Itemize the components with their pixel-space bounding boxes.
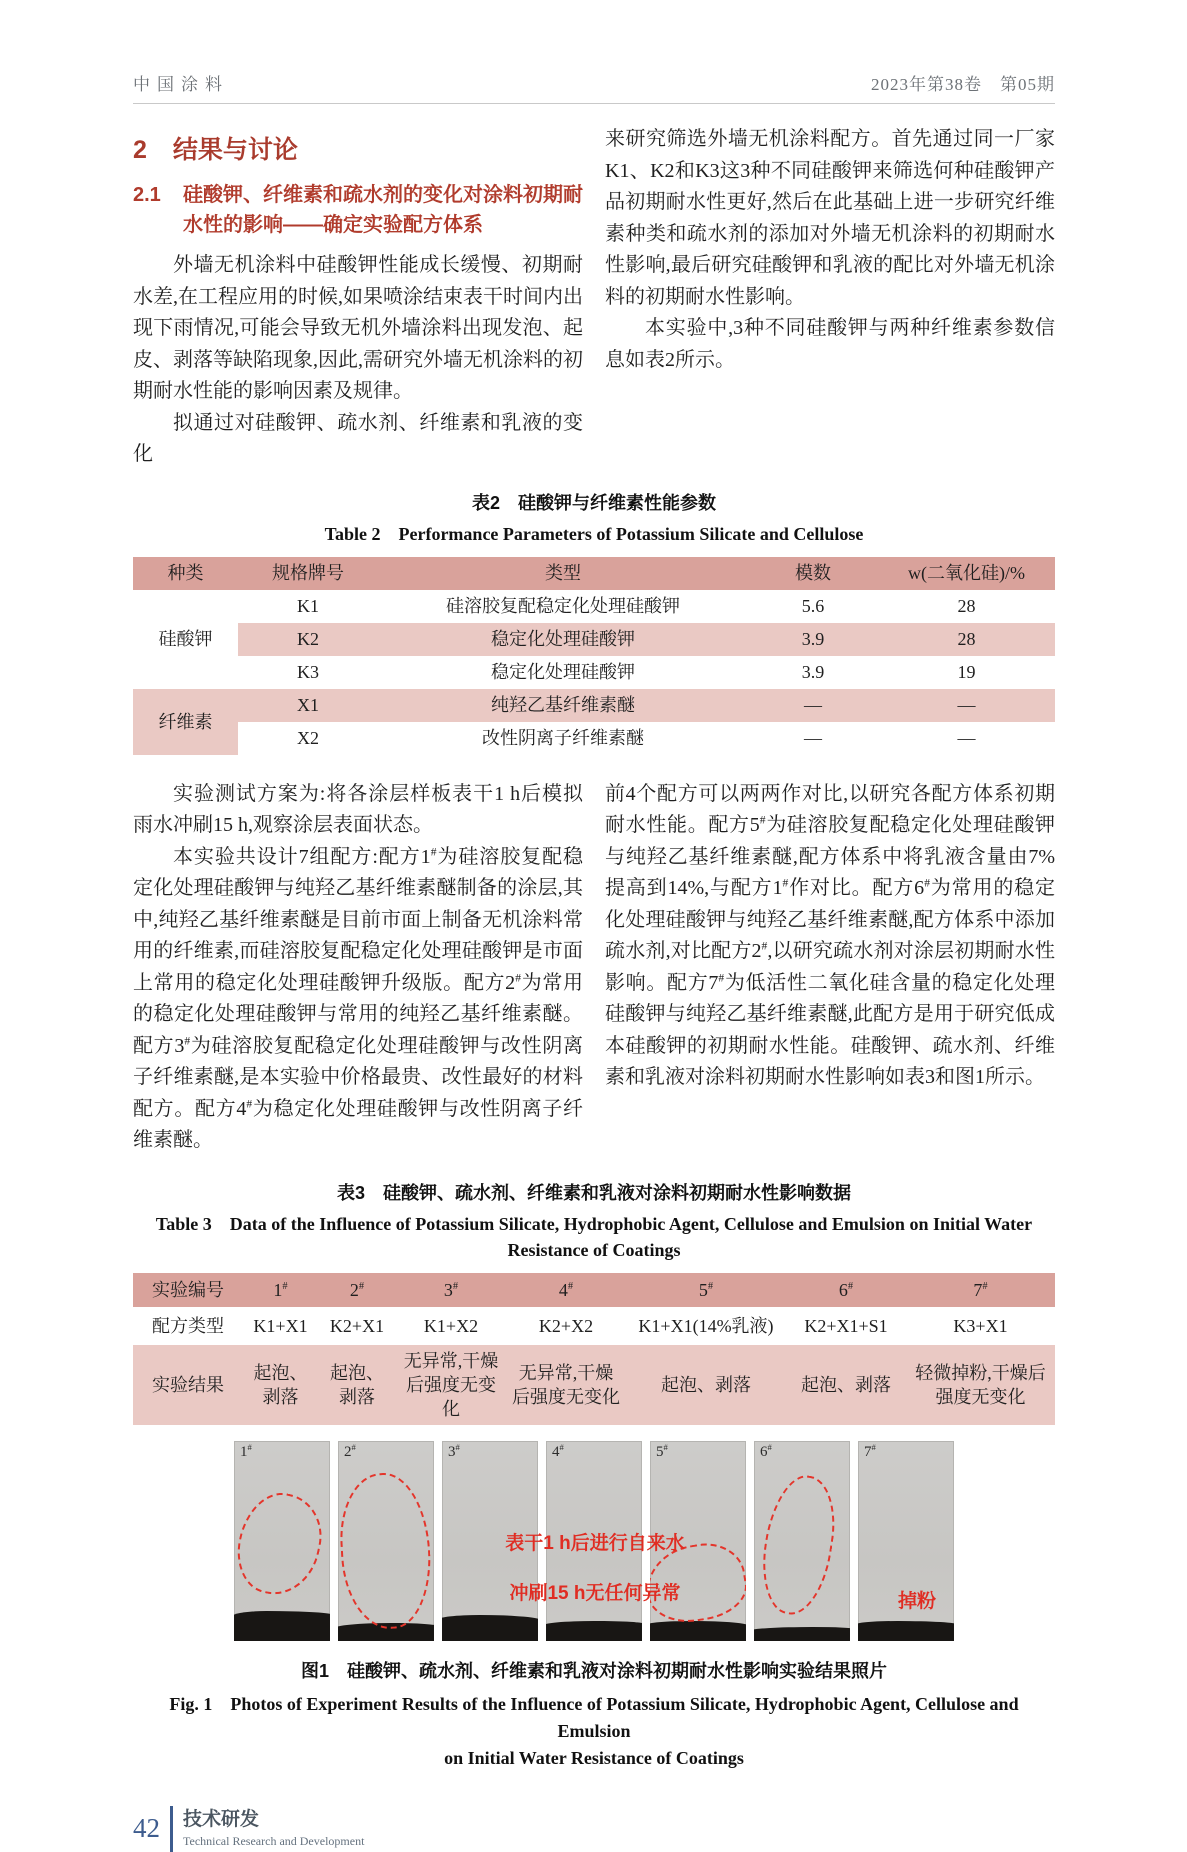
table-row	[133, 689, 1055, 722]
table-cell: 无异常,干燥后强度无变化	[396, 1345, 506, 1425]
table-cell: 3.9	[748, 623, 878, 656]
table-cell: 4#	[506, 1273, 626, 1307]
table-row	[133, 623, 1055, 656]
table-cell: K2+X1+S1	[786, 1307, 906, 1345]
right-column-2	[605, 779, 1055, 1157]
panel-dark-base	[650, 1621, 746, 1641]
table-row	[133, 590, 1055, 623]
table-cell: 5.6	[801, 596, 825, 616]
panel-dark-base	[754, 1627, 850, 1641]
table2-header-row	[133, 557, 1055, 590]
paragraph: 本实验共设计7组配方:配方1#为硅溶胶复配稳定化处理硅酸钾与纯羟乙基纤维素醚制备的涂层,其中,纯羟乙基纤维素醚是目前市面上制备无机涂料常用的纤维素,而硅溶胶复配稳定化处理硅酸钾是市面上常用的稳定化处理硅酸钾升级版。配方2#为常用的稳定化处理硅酸钾与常用的纯羟乙基纤维素醚。配方3#为硅溶胶复配稳定化处理硅酸钾与改性阴离子纤维素醚,是本实验中价格最贵、改性最好的材料配方。配方4#为稳定化处理硅酸钾与改性阴离子纤维素醚。	[133, 844, 584, 1151]
table3-rowlabel: 配方类型	[133, 1307, 243, 1345]
table3-title-cn: 表3 硅酸钾、疏水剂、纤维素和乳液对涂料初期耐水性影响数据	[336, 1182, 851, 1203]
table3	[133, 1273, 1055, 1425]
table-cell: 起泡、剥落	[786, 1345, 906, 1425]
figure1-photo-strip	[234, 1441, 954, 1641]
table-cell: K1+X1(14%乳液)	[626, 1307, 786, 1345]
table-cell: 28	[957, 596, 976, 616]
figure1-caption-en	[133, 1691, 1055, 1772]
panel-dark-base	[858, 1621, 954, 1641]
figure1-sample-photo-6	[754, 1441, 850, 1641]
left-column-1	[133, 124, 583, 471]
figure1-sample-photo-2	[338, 1441, 434, 1641]
table3-result-row	[133, 1345, 1055, 1425]
table2-group-silicate: 硅酸钾	[158, 629, 213, 649]
table-cell: K1	[297, 596, 319, 616]
table-cell: 稳定化处理硅酸钾	[378, 623, 748, 656]
page-number: 42	[133, 1813, 160, 1843]
running-head	[133, 70, 1055, 104]
table3-title-en	[133, 1211, 1055, 1263]
table-cell: 2#	[318, 1273, 396, 1307]
table-cell: 5#	[626, 1273, 786, 1307]
subsection-number: 2.1	[133, 184, 161, 206]
figure1-caption-cn: 图1 硅酸钾、疏水剂、纤维素和乳液对涂料初期耐水性影响实验结果照片	[300, 1660, 887, 1681]
paragraph: 来研究筛选外墙无机涂料配方。首先通过同一厂家K1、K2和K3这3种不同硅酸钾来筛选何种硅酸钾产品初期耐水性更好,然后在此基础上进一步研究纤维素种类和疏水剂的添加对外墙无机涂料的初期耐水性影响,最后研究硅酸钾和乳液的配比对外墙无机涂料的初期耐水性影响。	[605, 128, 1055, 308]
panel-label: 5#	[656, 1441, 668, 1460]
table-cell: 7#	[906, 1273, 1055, 1307]
section-intro	[133, 124, 1055, 471]
figure1	[133, 1441, 1055, 1772]
table-cell: 3.9	[801, 662, 825, 682]
table-row	[133, 722, 1055, 755]
table-cell: 轻微掉粉,干燥后强度无变化	[906, 1345, 1055, 1425]
table2-group-cellulose: 纤维素	[133, 689, 238, 755]
table2-header-grade: 规格牌号	[238, 557, 378, 590]
paragraph: 拟通过对硅酸钾、疏水剂、纤维素和乳液的变化	[133, 411, 583, 465]
paragraph: 前4个配方可以两两作对比,以研究各配方体系初期耐水性能。配方5#为硅溶胶复配稳定化处理硅酸钾与纯羟乙基纤维素醚,配方体系中将乳液含量由7%提高到14%,与配方1#作对比。配方6#为常用的稳定化处理硅酸钾与纯羟乙基纤维素醚,配方体系中添加疏水剂,对比配方2#,以研究疏水剂对涂层初期耐水性影响。配方7#为低活性二氧化硅含量的稳定化处理硅酸钾与纯羟乙基纤维素醚,此配方是用于研究低成本硅酸钾的初期耐水性能。硅酸钾、疏水剂、纤维素和乳液对涂料初期耐水性影响如表3和图1所示。	[605, 782, 1056, 1088]
table-cell: 起泡、剥落	[243, 1345, 318, 1425]
table-cell: K2+X1	[318, 1307, 396, 1345]
figure1-powder-annotation: 掉粉	[897, 1590, 936, 1612]
panel-label: 4#	[552, 1441, 564, 1460]
table-cell: K1+X2	[396, 1307, 506, 1345]
page-content	[133, 70, 1055, 1852]
panel-label: 7#	[864, 1441, 876, 1460]
annotation-line1: 表干1 h后进行自来水	[505, 1532, 685, 1554]
panel-label: 2#	[344, 1441, 356, 1460]
panel-label: 6#	[760, 1441, 772, 1460]
table2-block	[133, 489, 1055, 755]
right-column-1	[605, 124, 1055, 471]
table3-formula-row	[133, 1307, 1055, 1345]
table-row	[133, 656, 1055, 689]
panel-label: 1#	[240, 1441, 252, 1460]
table3-title-en-line2: Resistance of Coatings	[507, 1239, 681, 1260]
table-cell: K3	[297, 662, 319, 682]
table-cell: K1+X1	[243, 1307, 318, 1345]
table-cell: X1	[238, 689, 378, 722]
table-cell: 19	[957, 662, 976, 682]
section-heading	[133, 130, 583, 166]
section-title: 结果与讨论	[172, 136, 298, 164]
subsection-heading	[133, 180, 583, 240]
table-cell: 1#	[243, 1273, 318, 1307]
defect-outline	[234, 1485, 329, 1602]
table-cell: —	[804, 728, 822, 748]
panel-dark-base	[546, 1621, 642, 1641]
footer-divider	[170, 1806, 173, 1852]
figure1-annotation	[430, 1519, 760, 1619]
table2-title-cn: 表2 硅酸钾与纤维素性能参数	[471, 492, 716, 513]
table2-header-type: 类型	[378, 557, 748, 590]
page-footer	[133, 1806, 1055, 1852]
table-cell: 6#	[786, 1273, 906, 1307]
table-cell: 硅溶胶复配稳定化处理硅酸钾	[446, 596, 680, 616]
table-cell: —	[748, 689, 878, 722]
section-methods	[133, 779, 1055, 1157]
table-cell: 3#	[396, 1273, 506, 1307]
table-cell: 起泡、剥落	[318, 1345, 396, 1425]
panel-dark-base	[234, 1611, 330, 1641]
table3-rowlabel: 实验结果	[133, 1345, 243, 1425]
journal-name: 中国涂料	[133, 75, 229, 94]
figure1-caption-en-line2: on Initial Water Resistance of Coatings	[444, 1747, 744, 1768]
table2-title-en: Table 2 Performance Parameters of Potassium Silicate and Cellulose	[324, 523, 864, 544]
subsection-title: 硅酸钾、纤维素和疏水剂的变化对涂料初期耐水性的影响——确定实验配方体系	[183, 184, 583, 236]
table-cell: 28	[878, 623, 1055, 656]
issue-info: 2023年第38卷 第05期	[871, 75, 1055, 94]
table2-header-modulus: 模数	[748, 557, 878, 590]
footer-section-cn: 技术研发	[183, 1808, 260, 1830]
figure1-sample-photo-1	[234, 1441, 330, 1641]
defect-outline	[754, 1470, 842, 1619]
annotation-line2: 冲刷15 h无任何异常	[509, 1582, 681, 1604]
panel-label: 3#	[448, 1441, 460, 1460]
section-number: 2	[133, 136, 147, 164]
defect-outline	[338, 1470, 434, 1630]
table2-header-sio2: w(二氧化硅)/%	[878, 557, 1055, 590]
table-cell: 纯羟乙基纤维素醚	[378, 689, 748, 722]
table-cell: K2	[238, 623, 378, 656]
left-column-2	[133, 779, 583, 1157]
paragraph: 本实验中,3种不同硅酸钾与两种纤维素参数信息如表2所示。	[605, 317, 1055, 371]
table3-experiment-row	[133, 1273, 1055, 1307]
table-cell: 改性阴离子纤维素醚	[482, 728, 644, 748]
table-cell: 稳定化处理硅酸钾	[491, 662, 635, 682]
footer-section-en: Technical Research and Development	[183, 1833, 365, 1848]
figure1-caption-en-line1: Fig. 1 Photos of Experiment Results of the Influence of Potassium Silicate, Hydrophobic Agent, Cellulose and Emulsion	[169, 1693, 1019, 1741]
table3-rowlabel: 实验编号	[133, 1273, 243, 1307]
table2-header-category: 种类	[133, 557, 238, 590]
table-cell: K2+X2	[506, 1307, 626, 1345]
table-cell: K3+X1	[906, 1307, 1055, 1345]
table-cell: 无异常,干燥后强度无变化	[506, 1345, 626, 1425]
table3-title-en-line1: Table 3 Data of the Influence of Potassium Silicate, Hydrophobic Agent, Cellulose and Emulsion on Initial Water	[155, 1213, 1033, 1234]
table-cell: 起泡、剥落	[626, 1345, 786, 1425]
table-cell: X2	[297, 728, 319, 748]
paragraph: 外墙无机涂料中硅酸钾性能成长缓慢、初期耐水差,在工程应用的时候,如果喷涂结束表干时间内出现下雨情况,可能会导致无机外墙涂料出现发泡、起皮、剥落等缺陷现象,因此,需研究外墙无机涂料的初期耐水性能的影响因素及规律。	[133, 254, 583, 402]
paragraph: 实验测试方案为:将各涂层样板表干1 h后模拟雨水冲刷15 h,观察涂层表面状态。	[133, 782, 583, 836]
table-cell: —	[957, 728, 976, 748]
table-cell: —	[878, 689, 1055, 722]
table3-block	[133, 1179, 1055, 1425]
table2	[133, 557, 1055, 755]
